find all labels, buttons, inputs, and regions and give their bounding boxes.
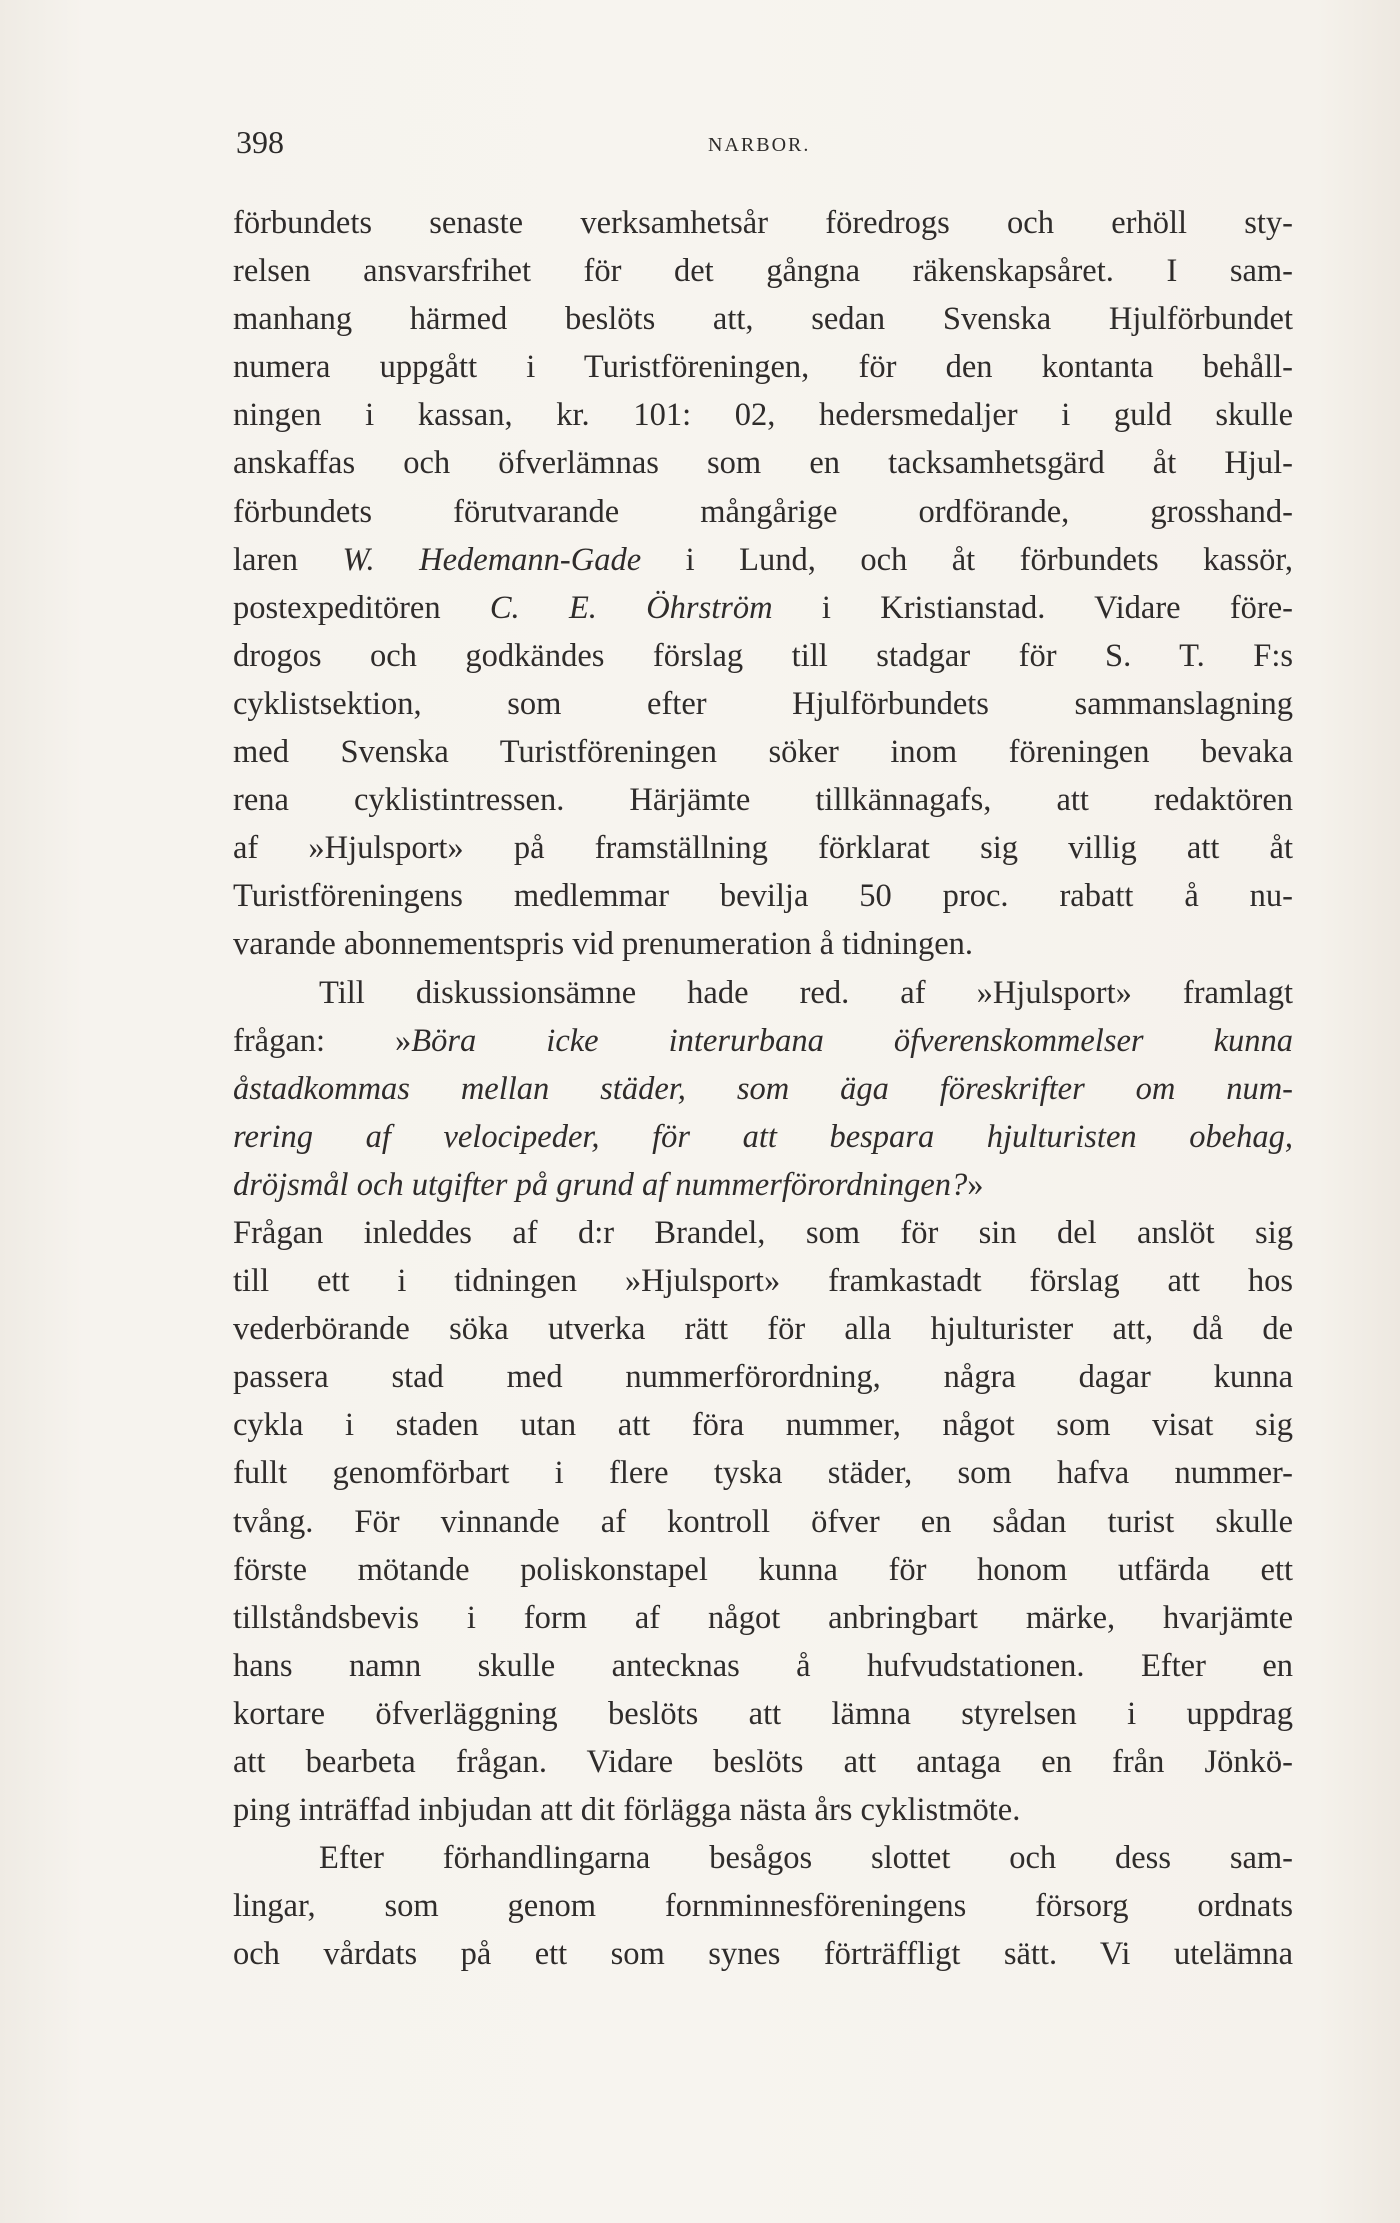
text-run: » <box>967 1166 984 1203</box>
text-run: förbundets förutvarande mångårige ordförande, grosshand- <box>233 493 1293 530</box>
text-run: cyklistsektion, som efter Hjulförbundets sammanslagning <box>233 685 1293 722</box>
text-run: cykla i staden utan att föra nummer, något som visat sig <box>233 1407 1293 1444</box>
text-run: varande abonnementspris vid prenumeration å tidningen. <box>233 926 974 963</box>
italic-text: C. E. Öhrström <box>489 589 773 626</box>
text-line <box>233 1690 1293 1738</box>
text-run: drogos och godkändes förslag till stadgar för S. T. F:s <box>233 637 1293 674</box>
text-run: vederbörande söka utverka rätt för alla hjulturister att, då de <box>233 1311 1293 1348</box>
text-line <box>233 1065 1293 1113</box>
text-run: i Kristianstad. Vidare före- <box>772 589 1293 626</box>
text-line <box>233 536 1293 584</box>
text-run: tillståndsbevis i form af något anbringbart märke, hvarjämte <box>233 1599 1293 1636</box>
text-line <box>233 1353 1293 1401</box>
text-line <box>233 1786 1293 1834</box>
text-line <box>233 776 1293 824</box>
text-run: Till diskussionsämne hade red. af »Hjulsport» framlagt <box>319 974 1293 1011</box>
text-run: hans namn skulle antecknas å hufvudstationen. Efter en <box>233 1647 1293 1684</box>
text-run: Turistföreningens medlemmar bevilja 50 proc. rabatt å nu- <box>233 878 1293 915</box>
text-line <box>233 920 1293 968</box>
text-run: fullt genomförbart i flere tyska städer, som hafva nummer- <box>233 1455 1293 1492</box>
text-line <box>233 1017 1293 1065</box>
text-run: Frågan inleddes af d:r Brandel, som för sin del anslöt sig <box>233 1214 1293 1251</box>
text-run: manhang härmed beslöts att, sedan Svenska Hjulförbundet <box>233 301 1293 338</box>
text-line <box>233 391 1293 439</box>
text-run: i Lund, och åt förbundets kassör, <box>641 541 1293 578</box>
text-run: rena cyklistintressen. Härjämte tillkännagafs, att redaktören <box>233 782 1293 819</box>
text-line <box>233 343 1293 391</box>
text-line <box>233 439 1293 487</box>
text-run: relsen ansvarsfrihet för det gångna räkenskapsåret. I sam- <box>233 253 1293 290</box>
running-head <box>236 124 1296 174</box>
text-line <box>233 1257 1293 1305</box>
text-run: numera uppgått i Turistföreningen, för den kontanta behåll- <box>233 349 1293 386</box>
journal-title: NARBOR. <box>708 134 811 156</box>
text-line <box>233 1401 1293 1449</box>
text-line <box>233 1161 1293 1209</box>
text-run: postexpeditören <box>233 589 490 626</box>
italic-text: rering af velocipeder, för att bespara hjulturisten obehag, <box>233 1118 1293 1155</box>
text-run: med Svenska Turistföreningen söker inom föreningen bevaka <box>233 734 1293 771</box>
text-run: att bearbeta frågan. Vidare beslöts att antaga en från Jönkö- <box>233 1744 1293 1780</box>
text-line <box>233 199 1293 247</box>
text-run: af »Hjulsport» på framställning förklarat sig villig att åt <box>233 830 1293 867</box>
text-line <box>233 632 1293 680</box>
italic-text: åstadkommas mellan städer, som äga föreskrifter om num- <box>233 1070 1293 1107</box>
text-run: ping inträffad inbjudan att dit förlägga nästa års cyklistmöte. <box>233 1792 1021 1829</box>
text-line <box>233 1642 1293 1690</box>
text-line <box>233 488 1293 536</box>
italic-text: W. Hedemann-Gade <box>342 541 642 578</box>
text-line <box>233 1113 1293 1161</box>
text-line <box>233 1594 1293 1642</box>
text-line <box>233 1834 1293 1882</box>
text-line <box>233 1498 1293 1546</box>
italic-text: dröjsmål och utgifter på grund af nummerförordningen? <box>233 1166 968 1203</box>
text-run: laren <box>233 541 343 578</box>
text-run: kortare öfverläggning beslöts att lämna styrelsen i uppdrag <box>233 1695 1293 1732</box>
text-line <box>233 1449 1293 1497</box>
text-line <box>233 295 1293 343</box>
text-run: anskaffas och öfverlämnas som en tacksamhetsgärd åt Hjul- <box>233 445 1293 482</box>
text-run: till ett i tidningen »Hjulsport» framkastadt förslag att hos <box>233 1263 1293 1300</box>
text-line <box>233 872 1293 920</box>
text-line <box>233 1882 1293 1930</box>
body-text <box>233 199 1293 1978</box>
text-line <box>233 584 1293 632</box>
text-line <box>233 824 1293 872</box>
text-run: förste mötande poliskonstapel kunna för honom utfärda ett <box>233 1551 1293 1588</box>
text-run: frågan: » <box>233 1022 412 1059</box>
text-line <box>233 969 1293 1017</box>
text-line <box>233 247 1293 295</box>
text-line <box>233 1305 1293 1353</box>
text-line <box>233 1738 1293 1786</box>
text-run: och vårdats på ett som synes förträffligt sätt. Vi utelämna <box>233 1936 1293 1973</box>
page-number: 398 <box>236 124 284 160</box>
text-run: tvång. För vinnande af kontroll öfver en sådan turist skulle <box>233 1503 1293 1540</box>
text-run: Efter förhandlingarna besågos slottet och dess sam- <box>319 1840 1293 1877</box>
italic-text: Böra icke interurbana öfverenskommelser kunna <box>411 1022 1293 1059</box>
text-run: passera stad med nummerförordning, några dagar kunna <box>233 1359 1293 1396</box>
text-line <box>233 1546 1293 1594</box>
text-line <box>233 1209 1293 1257</box>
text-line <box>233 1930 1293 1978</box>
text-line <box>233 728 1293 776</box>
text-line <box>233 680 1293 728</box>
text-run: lingar, som genom fornminnesföreningens försorg ordnats <box>233 1888 1293 1925</box>
text-run: förbundets senaste verksamhetsår föredrogs och erhöll sty- <box>233 205 1293 241</box>
text-run: ningen i kassan, kr. 101: 02, hedersmedaljer i guld skulle <box>233 397 1293 434</box>
